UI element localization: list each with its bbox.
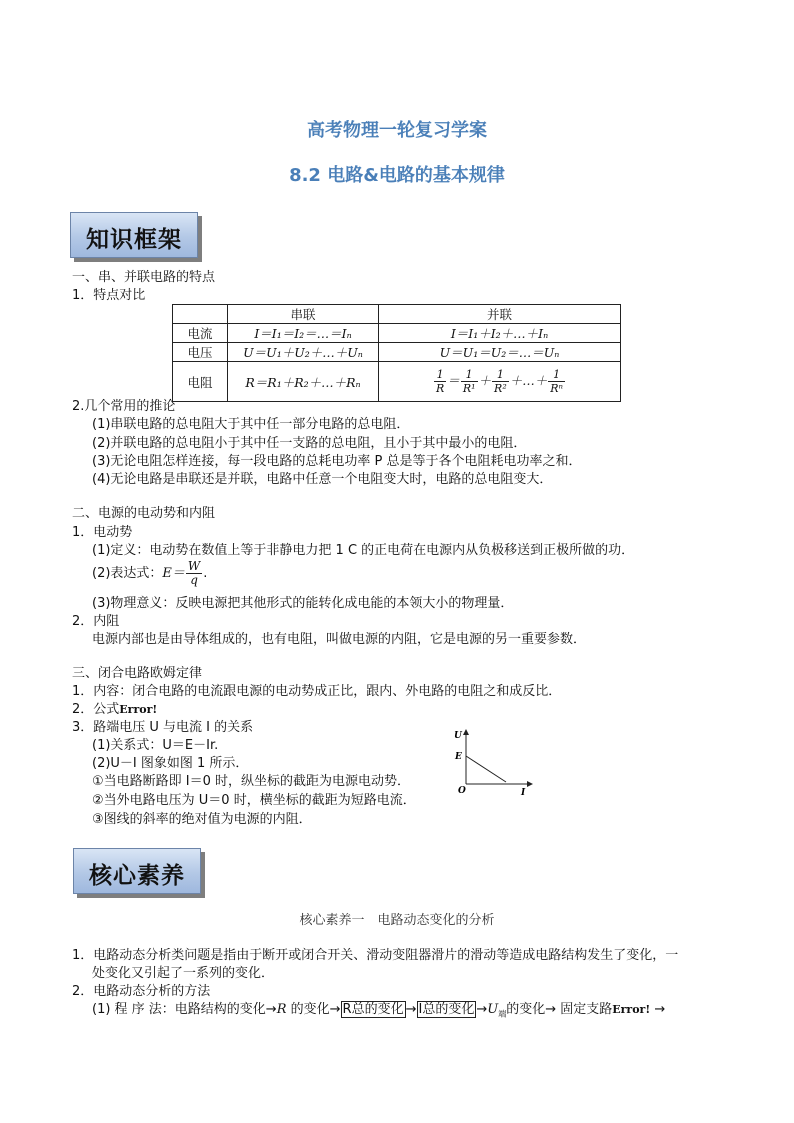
u-i-line [466,756,506,782]
program-method-line: (1) 程 序 法：电路结构的变化→R 的变化→ R总的变化 → I总的变化 $\to U_端$的变化→ 固定支路Error! → [92,1002,666,1019]
emf-definition: (1)定义：电动势在数值上等于非静电力把 1 C 的正电荷在电源内从负极移送到正极所做的功． [92,543,635,558]
dynamic-analysis-p1a: 1．电路动态分析类问题是指由于断开或闭合开关、滑动变阻器滑片的滑动等造成电路结构发生了变化，一 [72,948,679,963]
core-subtitle: 核心素养一 电路动态变化的分析 [299,913,495,928]
row-label-resistance: 电阻 [173,362,228,402]
section-heading-emf: 二、电源的电动势和内阻 [72,506,216,521]
lesson-title: 8.2 电路&电路的基本规律 [289,165,505,186]
subheading-comparison: 1．特点对比 [72,288,146,303]
series-voltage-formula: U＝U₁＋U₂＋…＋Uₙ [228,343,379,362]
graph-point-2: ②当外电路电压为 U＝0 时，横坐标的截距为短路电流． [92,793,416,808]
x-axis-label: I [521,788,526,796]
ohm-law-content: 1．内容：闭合电路的电流跟电源的电动势成正比，跟内、外电路的电阻之和成反比． [72,684,562,699]
table-row [173,362,621,402]
r-total-box: R总的变化 [342,1002,404,1017]
dynamic-analysis-p1b: 处变化又引起了一系列的变化． [92,966,275,981]
corollary-4: (4)无论电路是串联还是并联，电路中任意一个电阻变大时，电路的总电阻变大． [92,472,553,487]
core-banner-label: 核心素养 [89,863,185,889]
parallel-current-formula: I＝I₁＋I₂＋…＋Iₙ [379,324,621,343]
row-label-current: 电流 [173,324,228,343]
table-row [173,343,621,362]
corollary-1: (1)串联电路的总电阻大于其中任一部分电路的总电阻． [92,417,410,432]
section-heading-series-parallel: 一、串、并联电路的特点 [72,270,216,285]
core-banner [73,848,201,894]
series-resistance-formula: R＝R₁＋R₂＋…＋Rₙ [228,362,379,402]
u-i-graph [450,724,540,796]
emf-meaning: (3)物理意义：反映电源把其他形式的能转化成电能的本领大小的物理量． [92,596,514,611]
framework-banner-label: 知识框架 [86,227,182,253]
relation-formula: (1)关系式：U＝E－Ir. [92,738,219,753]
terminal-voltage-heading: 3．路端电压 U 与电流 I 的关系 [72,720,254,735]
table-header-empty [173,305,228,324]
fraction-r1: $\frac{1}{\text{R¹}}$ [462,368,476,395]
i-total-box: I总的变化 [418,1002,475,1017]
emf-expression: (2)表达式：E＝ $\frac{W}{q}$ . [92,559,208,587]
e-intercept-label: E [455,752,462,762]
parallel-voltage-formula: U＝U₁＝U₂＝…＝Uₙ [379,343,621,362]
fraction-r2: $\frac{1}{\text{R²}}$ [494,368,507,395]
fraction-total: $\frac{1}{R}$ [436,368,445,395]
corollary-3: (3)无论电阻怎样连接，每一段电路的总耗电功率 P 总是等于各个电阻耗电功率之和． [92,454,582,469]
emf-fraction: $\frac{W}{q}$ [187,559,201,587]
subheading-internal-resistance: 2．内阻 [72,614,120,629]
parallel-resistance-formula: $\frac{1}{R}$ ＝ $\frac{1}{\text{R¹}}$ ＋ $\frac{1}{\text{R²}}$ ＋…＋ $\frac{1}{\text{Rⁿ}}$ [379,362,621,402]
dynamic-analysis-p2: 2．电路动态分析的方法 [72,984,211,999]
table-row [173,324,621,343]
subheading-corollaries: 2.几个常用的推论 [72,399,176,414]
document-title: 高考物理一轮复习学案 [307,120,487,141]
origin-label: O [458,786,466,796]
ui-graph-note: (2)U－I 图象如图 1 所示． [92,756,249,771]
fraction-rn: $\frac{1}{\text{Rⁿ}}$ [550,368,563,395]
ohm-law-formula: 2．公式Error! [72,702,158,717]
framework-banner [70,212,198,258]
table-header-row [173,305,621,324]
section-heading-ohm-law: 三、闭合电路欧姆定律 [72,666,203,681]
comparison-table [172,304,621,402]
table-header-parallel: 并联 [379,305,621,324]
table-header-series: 串联 [228,305,379,324]
corollary-2: (2)并联电路的总电阻小于其中任一支路的总电阻，且小于其中最小的电阻． [92,436,527,451]
row-label-voltage: 电压 [173,343,228,362]
internal-resistance-text: 电源内部也是由导体组成的，也有电阻，叫做电源的内阻，它是电源的另一重要参数． [92,632,587,647]
y-axis-label: U [454,731,462,741]
graph-point-1: ①当电路断路即 I＝0 时，纵坐标的截距为电源电动势． [92,774,411,789]
series-current-formula: I＝I₁＝I₂＝…＝Iₙ [228,324,379,343]
subheading-emf: 1．电动势 [72,525,133,540]
graph-point-3: ③图线的斜率的绝对值为电源的内阻． [92,812,312,827]
